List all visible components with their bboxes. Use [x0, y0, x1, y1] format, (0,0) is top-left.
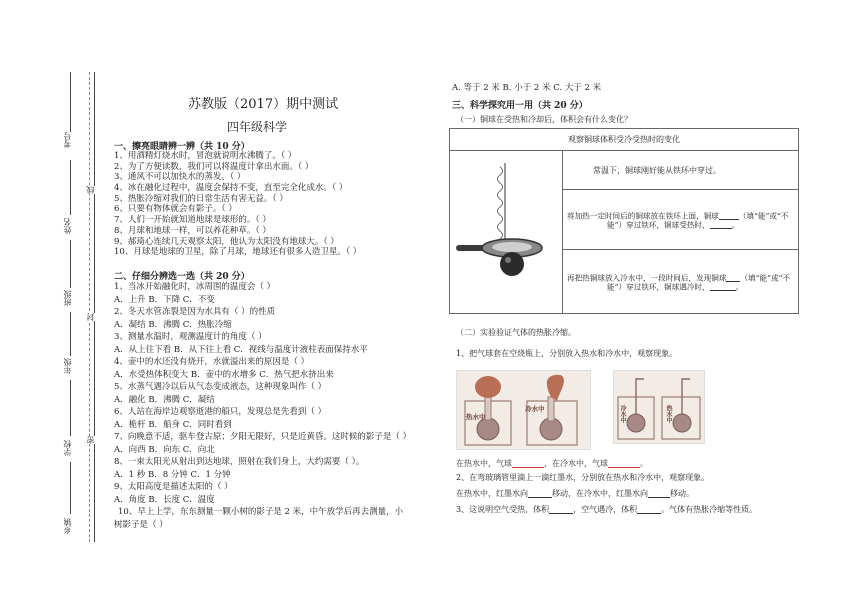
- air-cold-blank[interactable]: [637, 505, 661, 514]
- ink-cold-blank[interactable]: [648, 489, 670, 498]
- section1-item: 7、人们一开始就知道地球是球形的。（ ）: [114, 215, 271, 226]
- binding-blank-name: [70, 160, 71, 215]
- balloon-hot-blank[interactable]: [512, 459, 544, 468]
- photo-label-cold-2: 冷水中: [619, 405, 626, 423]
- binding-blank-exam-number: [70, 72, 71, 132]
- options-line: A．桅杆 B．船身 C．同时看到: [114, 419, 232, 430]
- section3-heading: 三、科学探究用一用（共 20 分）: [452, 101, 588, 111]
- question-line: 6、人站在海岸边观察逝港的船只，发现总是先看到（ ）: [114, 407, 327, 417]
- section1-item: 5、热胀冷缩对我们的日常生活有害无益。（ ）: [114, 193, 288, 204]
- binding-blank-town: [70, 462, 71, 514]
- section2-heading: 二、仔细分辨选一选（共 20 分）: [114, 272, 250, 282]
- options-line: A．角度 B．长度 C．温度: [114, 494, 215, 505]
- copper-ball-table: [449, 128, 799, 314]
- ink-hot-blank[interactable]: [528, 489, 552, 498]
- section1-item: 8、月球和地球一样，可以养花种草。（ ）: [114, 225, 271, 236]
- question-line: 3、测量水温时，观测温度计的角度（ ）: [114, 332, 267, 342]
- photo-label-hot-1: 热水中: [466, 413, 486, 421]
- photo-label-cold-1: 冷水中: [525, 405, 545, 413]
- section1-items: [114, 152, 361, 259]
- question-line-continued: 树影子是（ ）: [114, 519, 168, 530]
- section1-heading: 一、擦亮眼睛辨一辨（共 10 分）: [114, 142, 250, 152]
- part2-question-1: 1、把气球套在空烧瓶上，分别放入热水和冷水中，观察现象。: [456, 349, 678, 358]
- binding-blank-school: [70, 380, 71, 436]
- question-line: 7、向晚意不适，驱车登古原；夕阳无限好，只是近黄昏。这时候的影子是（ ）: [114, 432, 412, 442]
- question-line: 5、水蒸气遇冷以后从气态变成液态，这种现象叫作（ ）: [114, 382, 327, 392]
- question-line: 9、太阳高度是描述太阳的（ ）: [114, 482, 233, 492]
- section1-item: 4、冰在融化过程中，温度会保持不变，直至完全化成水。（ ）: [114, 183, 348, 194]
- section1-item: 2、为了方便读数，我们可以将温度计拿出水面。（ ）: [114, 161, 314, 172]
- balloon-cold-blank[interactable]: [608, 459, 640, 468]
- row3-blank-2[interactable]: [710, 282, 736, 291]
- question-line: 2、冬天水管冻裂是因为水具有（ ）的性质: [114, 307, 276, 317]
- binding-blank-class: [70, 240, 71, 288]
- question-line: 1、当冰开始融化时，冰周围的温度会（ ）: [114, 282, 276, 292]
- section1-item: 10、月球是地球的卫星，除了月球，地球还有很多人造卫星。（ ）: [114, 247, 362, 258]
- section2-questions: [114, 283, 411, 533]
- binding-label-town: 乡镇: [63, 518, 72, 534]
- row2-cell: [563, 190, 799, 250]
- question-line: 10、早上上学，东东测量一颗小树的影子是 2 米，中午放学后再去测量，小: [118, 507, 404, 517]
- part2-answer-1: 在热水中，气球 ，在冷水中，气球 。: [456, 459, 648, 468]
- options-line: A．向西 B．向东 C．向北: [114, 444, 215, 455]
- air-hot-blank[interactable]: [549, 505, 573, 514]
- cut-mark-mi: 密: [86, 436, 95, 444]
- question-line: 8、一束太阳光从射出到达地球，照射在我们身上，大约需要（ ）。: [114, 457, 365, 467]
- binding-line: [94, 72, 95, 542]
- row3-blank-1[interactable]: [726, 273, 740, 282]
- row3-line2: 能”）穿过铁环，铜球遇冷时， 。: [607, 282, 744, 291]
- part2-title: （二）实验验证气体的热胀冷缩。: [456, 328, 576, 337]
- part1-title: （一）铜球在受热和冷却后，体积会有什么变化？: [456, 115, 632, 124]
- section1-item: 3、通风不可以加快水的蒸发。（ ）: [114, 172, 246, 183]
- part2-answer-2: 在热水中，红墨水向 移动，在冷水中，红墨水向 移动。: [456, 489, 694, 498]
- row2-blank-1[interactable]: [719, 211, 739, 220]
- exam-title: 苏教版（2017）期中测试: [188, 97, 339, 112]
- row1-text-content: 常温下，铜球刚好能从铁环中穿过。: [593, 165, 721, 175]
- options-line: A．水受热体积变大 B．壶中的水增多 C．热气把水挤出来: [114, 369, 334, 380]
- row3-line1: 再把热铜球放入冷水中，一段时间后，发现铜球 （填“能”或“不: [567, 273, 791, 282]
- ball-and-ring-illustration: [450, 151, 562, 313]
- binding-cut-line: [89, 72, 90, 542]
- options-line: A．1 秒 B．8 分钟 C．1 分钟: [114, 469, 231, 480]
- copper-ball-illustration-cell: [450, 151, 563, 314]
- question-line: 4、壶中的水还没有烧开，水就溢出来的原因是（ ）: [114, 357, 310, 367]
- cut-mark-xian: 线: [86, 186, 95, 194]
- options-line: A．上升 B．下降 C．不变: [114, 294, 215, 305]
- binding-label-class: 班级: [63, 290, 72, 306]
- section1-item: 6、只要有物体就会有影子。（ ）: [114, 204, 237, 215]
- table-title: 观察铜球体积受冷受热时的变化: [450, 129, 799, 151]
- options-line: A．融化 B．沸腾 C．凝结: [114, 394, 215, 405]
- options-line: A．从上往下看 B．从下往上看 C．视线与温度计液柱表面保持水平: [114, 344, 368, 355]
- binding-blank-grade: [70, 312, 71, 356]
- section1-item: 1、用酒精灯烧水时，冒泡就说明水沸腾了。（ ）: [114, 151, 297, 161]
- photo-label-hot-2: 热水中: [665, 405, 672, 423]
- row2-line2: 能”）穿过铁环，铜球受热时， 。: [607, 220, 740, 230]
- binding-label-grade: 年级: [63, 358, 72, 374]
- binding-label-name: 姓名: [63, 218, 72, 234]
- options-line: A．凝结 B．沸腾 C．热胀冷缩: [114, 319, 232, 330]
- exam-subtitle: 四年级科学: [227, 120, 288, 134]
- part2-question-2: 2、在弯玻璃管里滴上一滴红墨水，分别放在热水和冷水中，观察现象。: [456, 473, 710, 482]
- row2-line1: 将加热一定时间后的铜球放在铁环上面，铜球 （填“能”或“不: [567, 211, 789, 221]
- row1-text: [563, 151, 799, 190]
- part2-question-3: 3、这说明空气受热，体积 ，空气遇冷，体积 。气体有热胀冷缩等性质。: [456, 505, 758, 514]
- section1-item: 9、郝琦心连续几天观察太阳，他认为太阳没有地球大。（ ）: [114, 236, 339, 247]
- photo-balloon-experiment: [456, 370, 591, 450]
- row2-blank-2[interactable]: [710, 220, 732, 229]
- binding-label-school: 学校: [63, 440, 72, 456]
- photo-tube-experiment: [613, 370, 705, 444]
- binding-label-exam-number: 考号: [63, 132, 72, 148]
- row3-cell: [563, 250, 799, 314]
- q10-options: A. 等于 2 米 B. 小于 2 米 C. 大于 2 米: [452, 83, 602, 93]
- cut-mark-feng: 封: [86, 313, 95, 321]
